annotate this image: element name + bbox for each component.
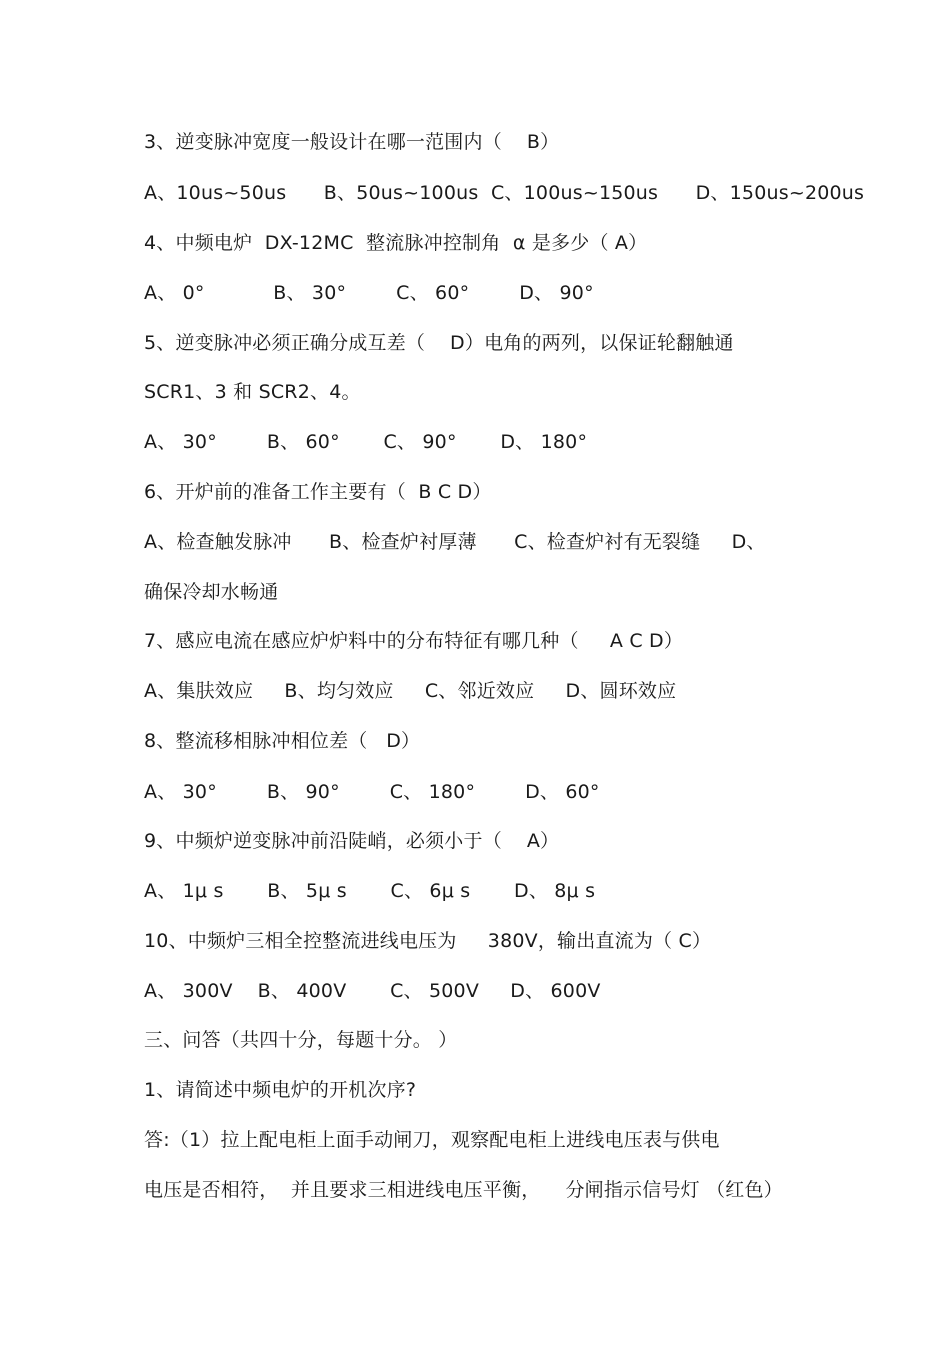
question-4-options: A、 0° B、 30° C、 60° D、 90° [144, 282, 594, 304]
question-6-options: A、检查触发脉冲 B、检查炉衬厚薄 C、检查炉衬有无裂缝 D、 [144, 531, 766, 553]
question-8: 8、整流移相脉冲相位差（ D） [144, 730, 421, 752]
section-heading-qa: 三、问答（共四十分，每题十分。 ） [144, 1029, 458, 1051]
qa-answer-1-line-2: 电压是否相符， 并且要求三相进线电压平衡， 分闸指示信号灯 （红色） [144, 1179, 783, 1201]
question-7: 7、感应电流在感应炉炉料中的分布特征有哪几种（ A C D） [144, 630, 684, 652]
question-4: 4、中频电炉 DX-12MC 整流脉冲控制角 α 是多少（ A） [144, 232, 648, 254]
question-5-continued: SCR1、3 和 SCR2、4。 [144, 381, 361, 403]
question-8-options: A、 30° B、 90° C、 180° D、 60° [144, 781, 600, 803]
question-6-options-continued: 确保冷却水畅通 [144, 581, 279, 603]
question-3: 3、逆变脉冲宽度一般设计在哪一范围内（ B） [144, 131, 560, 153]
question-5-options: A、 30° B、 60° C、 90° D、 180° [144, 431, 588, 453]
question-9-options: A、 1μ s B、 5μ s C、 6μ s D、 8μ s [144, 880, 596, 902]
qa-answer-1-line-1: 答:（1）拉上配电柜上面手动闸刀，观察配电柜上进线电压表与供电 [144, 1129, 720, 1151]
question-9: 9、中频炉逆变脉冲前沿陡峭，必须小于（ A） [144, 830, 560, 852]
question-3-options: A、10us~50us B、50us~100us C、100us~150us D、150us~200us [144, 182, 865, 204]
question-10-options: A、 300V B、 400V C、 500V D、 600V [144, 980, 601, 1002]
question-7-options: A、集肤效应 B、均匀效应 C、邻近效应 D、圆环效应 [144, 680, 677, 702]
question-6: 6、开炉前的准备工作主要有（ B C D） [144, 481, 492, 503]
question-5: 5、逆变脉冲必须正确分成互差（ D）电角的两列，以保证轮翻触通 [144, 332, 734, 354]
question-10: 10、中频炉三相全控整流进线电压为 380V，输出直流为（ C） [144, 930, 712, 952]
qa-question-1: 1、请简述中频电炉的开机次序? [144, 1079, 417, 1101]
